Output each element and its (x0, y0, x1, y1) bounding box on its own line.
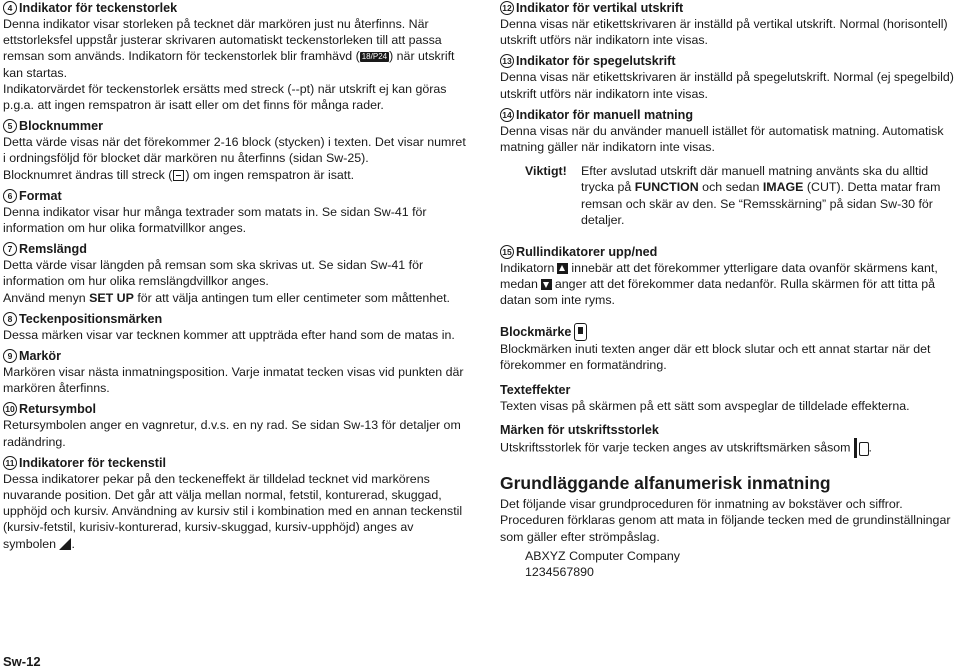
section-return-symbol (3, 401, 468, 449)
section-title: Indikator för manuell matning (516, 107, 694, 122)
circled-number: 10 (3, 402, 17, 416)
section-title: Indikator för vertikal utskrift (516, 1, 684, 15)
circled-number: 8 (3, 312, 17, 326)
circled-number: 7 (3, 242, 17, 256)
section-character-size-indicator (3, 0, 468, 113)
paragraph-text: . (868, 440, 872, 455)
circled-number: 13 (500, 54, 514, 68)
section-character-position-marks (3, 311, 468, 343)
paragraph-text: Denna visas när etikettskrivaren är inställd på vertikal utskrift. Normal (horisontell) utskrift utförs när indikatorn inte visas. (500, 17, 948, 48)
paragraph-text: Det följande visar grundproceduren för inmatning av bokstäver och siffror. Proceduren förklaras genom att mata in följande tecken med de grundinställningar som gäller efter strömpåslag. (500, 497, 951, 544)
section-tape-length (3, 241, 468, 306)
scroll-up-icon (557, 263, 568, 274)
paragraph-text: Detta värde visas när det förekommer 2-16 block (stycken) i texten. Det visar numret i ordningsföljd för blocket där markören nu återfinns (sidan Sw-25). (3, 135, 466, 166)
circled-number: 6 (3, 189, 17, 203)
section-text-effects (500, 382, 956, 414)
paragraph-text: Indikatorvärdet för teckenstorlek ersätts med streck (--pt) när utskrift ej kan göras p.g.a. att ingen remspatron är isatt eller om det finns för många rader. (3, 81, 447, 113)
paragraph-text: Utskriftsstorlek för varje tecken anges av utskriftsmärken såsom (500, 440, 851, 455)
scroll-down-icon (541, 279, 552, 290)
section-basic-alphanumeric-input (500, 472, 956, 580)
circled-number: 14 (500, 108, 514, 122)
right-column (500, 0, 956, 580)
circled-number: 15 (500, 245, 514, 259)
circled-number: 5 (3, 119, 17, 133)
section-block-number (3, 118, 468, 183)
paragraph-text: för att välja antingen tum eller centimeter som måttenhet. (133, 290, 450, 305)
section-mirror-print-indicator (500, 53, 956, 101)
section-block-mark (500, 323, 956, 373)
section-heading: Grundläggande alfanumerisk inmatning (500, 473, 831, 494)
example-text: 1234567890 (525, 565, 594, 580)
section-title: Indikator för spegelutskrift (516, 54, 676, 69)
key-name: FUNCTION (634, 180, 699, 195)
page-number: Sw-12 (3, 654, 41, 669)
paragraph-text: Denna visas när du använder manuell istället för automatisk matning. Automatisk matning gäller när indikatorn inte visas. (500, 123, 944, 155)
important-note (500, 163, 956, 228)
paragraph-text: Denna indikator visar storleken på tecknet där markören just nu återfinns. När ettstorleksfel uppstår justerar skrivaren automatiskt teckenstorleken till att passa remsan som används. Indikatorn för teckenstorlek blir framhävd ( (3, 17, 442, 64)
paragraph-text: innebär att det förekommer ytterligare data ovanför skärmens kant, medan (500, 261, 938, 292)
section-title: Blocknummer (19, 119, 103, 134)
circled-number: 9 (3, 349, 17, 363)
section-character-style-indicators (3, 455, 468, 552)
note-label: Viktigt! (525, 164, 567, 179)
section-title: Blockmärke (500, 324, 572, 339)
paragraph-text: Indikatorn (500, 261, 555, 276)
paragraph-text: Använd menyn (3, 290, 90, 305)
section-title: Retursymbol (19, 402, 96, 417)
dash-box-icon (173, 170, 184, 181)
paragraph-text: Denna indikator visar hur många textrader som matats in. Se sidan Sw-41 för information om hur olika formatvillkor anges. (3, 204, 427, 236)
paragraph-text: Blocknumret ändras till streck ( (3, 167, 173, 182)
paragraph-text: (CUT). Detta matar fram remsan och skär av den. Se “Remsskärning” på sidan Sw-30 för detaljer. (581, 180, 941, 227)
circled-number: 11 (3, 456, 17, 470)
section-vertical-print-indicator (500, 0, 956, 48)
section-cursor (3, 348, 468, 396)
paragraph-text: Dessa indikatorer pekar på den teckeneffekt är tilldelad tecknet vid markörens nuvarande position. Det går att välja mellan normal, fetstil, konturerad, skuggad, upphöjd och kursiv. Användning av kursiv stil i kombination med en annan teckenstil (kursiv-fetstil, kurisiv-konturerad, kursiv-skuggad, kursiv-upphöjd) anges av symbolen (3, 471, 463, 551)
section-scroll-indicators (500, 244, 956, 309)
paragraph-text: Efter avslutad utskrift där manuell matning använts ska du alltid trycka på (581, 164, 929, 195)
paragraph-text: . (71, 536, 75, 551)
section-title: Rullindikatorer upp/ned (516, 245, 658, 260)
section-title: Format (19, 188, 62, 203)
block-mark-icon (574, 323, 587, 341)
paragraph-text: Denna visas när etikettskrivaren är inställd på spegelutskrift. Normal (ej spegelbild) utskrift utförs när indikatorn inte visas. (500, 70, 954, 101)
key-name: SET UP (89, 290, 134, 305)
print-size-mark-icon (853, 438, 869, 458)
section-title: Remslängd (19, 242, 87, 257)
paragraph-text: ) när utskrift kan startas. (3, 49, 455, 80)
paragraph-text: Blockmärken inuti texten anger där ett block slutar och ett annat startar när det förekommer en formatändring. (500, 341, 931, 372)
section-title: Märken för utskriftsstorlek (500, 423, 659, 438)
section-title: Indikatorer för teckenstil (19, 455, 166, 470)
circled-number: 12 (500, 1, 514, 15)
paragraph-text: Markören visar nästa inmatningsposition. Varje inmatat tecken visas vid punkten där markören återfinns. (3, 365, 464, 396)
paragraph-text: och sedan (698, 180, 763, 195)
paragraph-text: Texten visas på skärmen på ett sätt som avspeglar de tilldelade effekterna. (500, 399, 910, 414)
left-column (3, 0, 468, 552)
paragraph-text: Retursymbolen anger en vagnretur, d.v.s. en ny rad. Se sidan Sw-13 för detaljer om radändring. (3, 418, 461, 449)
section-title: Indikator för teckenstorlek (19, 1, 178, 15)
key-name: IMAGE (762, 180, 804, 195)
paragraph-text: anger att det förekommer data nedanför. Rulla skärmen för att titta på datan som inte ryms. (500, 277, 936, 308)
circled-number: 4 (3, 1, 17, 15)
section-format (3, 188, 468, 236)
section-title: Markör (19, 349, 61, 364)
paragraph-text: Detta värde visar längden på remsan som ska skrivas ut. Se sidan Sw-41 för information om hur olika remslängdvillkor anges. (3, 258, 424, 289)
paragraph-text: ) om ingen remspatron är isatt. (185, 167, 355, 182)
section-print-size-marks (500, 422, 956, 458)
section-manual-feed-indicator (500, 107, 956, 228)
section-title: Texteffekter (500, 383, 571, 398)
size-indicator-highlight-icon: 18/P24 (361, 52, 388, 62)
section-title: Teckenpositionsmärken (19, 311, 163, 326)
example-text: ABXYZ Computer Company (525, 548, 680, 563)
italic-combination-icon (59, 538, 71, 550)
paragraph-text: Dessa märken visar var tecknen kommer att uppträda efter hand som de matas in. (3, 327, 455, 342)
